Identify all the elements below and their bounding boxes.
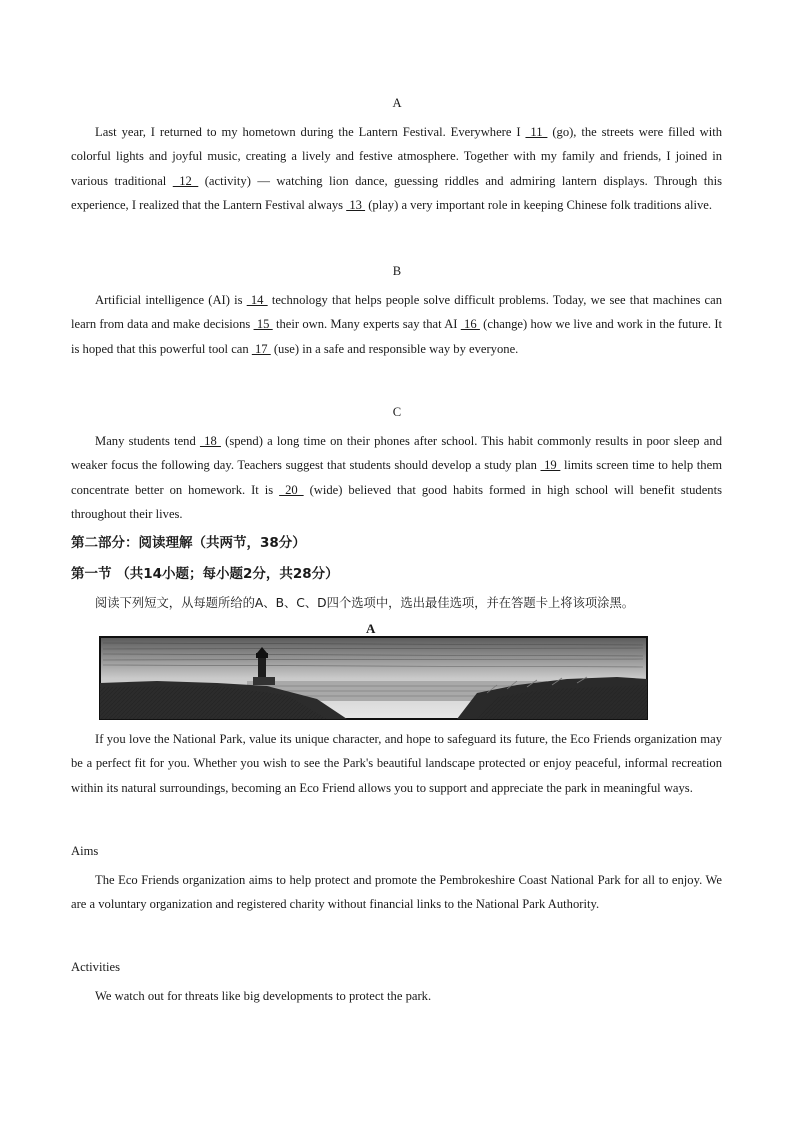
passage-c-letter: C xyxy=(392,405,402,419)
aims-title: Aims xyxy=(71,844,99,858)
blank-12: 12 xyxy=(172,173,199,188)
passage-a-letter: A xyxy=(392,96,402,110)
part2-heading: 第二部分：阅读理解（共两节，38分） xyxy=(71,535,306,551)
blank-17: 17 xyxy=(251,341,271,356)
passage-b-letter: B xyxy=(392,264,402,278)
passage-c-text: Many students tend 18 (spend) a long time on their phones after school. This habit commonly results in poor sleep and weaker focus the following day. Teachers suggest that students should develop a study plan 19 limits screen time to help them concentrate better on homework. It is 20 (wide) believed that good habits formed in high school will benefit students throughout their lives. xyxy=(71,434,723,522)
reading-a-letter: A xyxy=(366,621,376,636)
passage-b-text: Artificial intelligence (AI) is 14 technology that helps people solve difficult problems. Today, we see that machines can learn from data and make decisions 15 their own. Many experts say that AI 16 (change) how we live and work in the future. It is hoped that this powerful tool can 17 (use) in a safe and responsible way by everyone. xyxy=(71,293,723,356)
lighthouse-coast-illustration xyxy=(97,623,650,722)
blank-16: 16 xyxy=(460,317,480,332)
reading-a-intro: If you love the National Park, value its unique character, and hope to safeguard its future, the Eco Friends organization may be a perfect fit for you. Whether you wish to see the Park's beautiful landscape protected or enjoy peaceful, informal recreation within its natural surroundings, becoming an Eco Friend allows you to support and appreciate the park in meaningful ways. xyxy=(71,732,722,795)
activities-title: Activities xyxy=(71,960,120,974)
blank-14: 14 xyxy=(246,293,268,307)
aims-text: The Eco Friends organization aims to help protect and promote the Pembrokeshire Coast National Park for all to enjoy. We are a voluntary organization and registered charity without financial links to the National Park Authority. xyxy=(71,873,722,912)
blank-11: 11 xyxy=(525,125,548,139)
blank-15: 15 xyxy=(253,317,273,332)
activities-text: We watch out for threats like big developments to protect the park. xyxy=(95,989,432,1003)
blank-19: 19 xyxy=(540,458,561,473)
blank-18: 18 xyxy=(199,434,221,448)
section1-heading: 第一节 （共14小题；每小题2分，共28分） xyxy=(71,566,339,582)
blank-20: 20 xyxy=(279,482,304,497)
instruction-text: 阅读下列短文，从每题所给的A、B、C、D四个选项中，选出最佳选项，并在答题卡上将该项涂黑。 xyxy=(95,596,635,610)
blank-13: 13 xyxy=(346,198,366,213)
passage-a-text: Last year, I returned to my hometown during the Lantern Festival. Everywhere I 11 (go), the streets were filled with colorful lights and joyful music, creating a lively and festive atmosphere. Together with my family and friends, I joined in various traditional 12 (activity) — watching lion dance, guessing riddles and admiring lantern displays. Through this experience, I realized that the Lantern Festival always 13 (play) a very important role in keeping Chinese folk traditions alive. xyxy=(71,125,723,213)
